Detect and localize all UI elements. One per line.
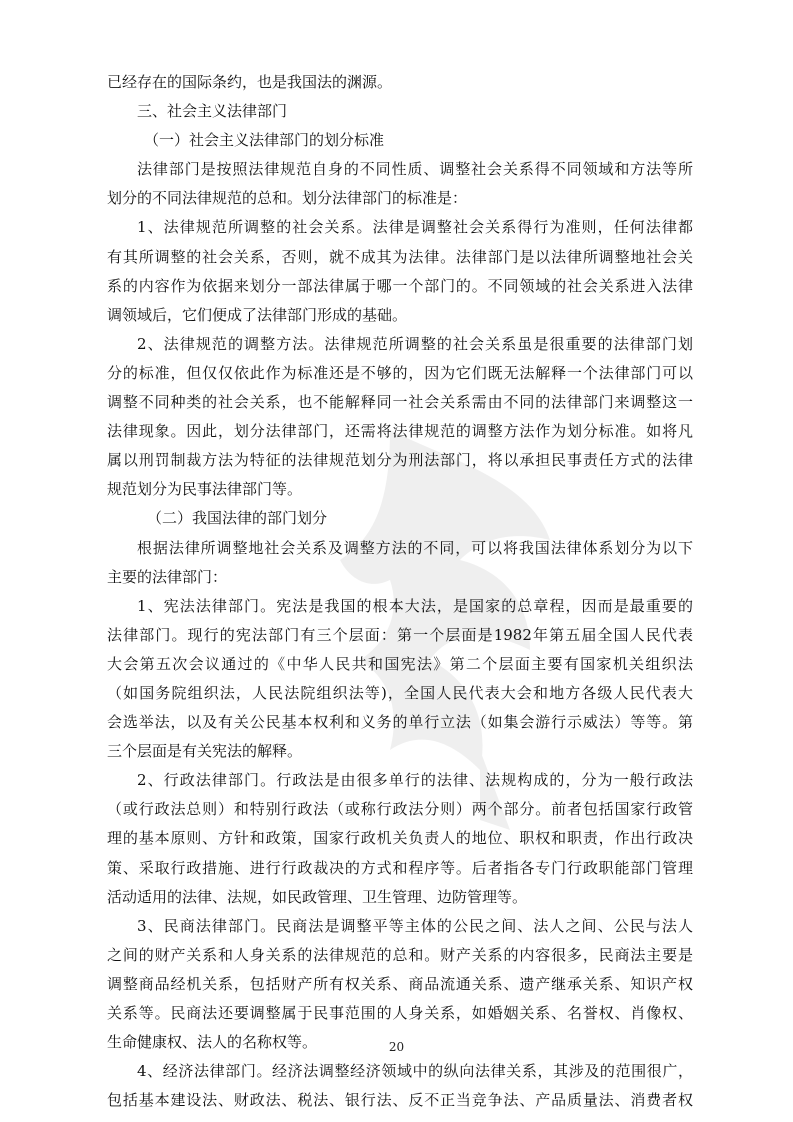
text-line: 策、采取行政措施、进行行政裁决的方式和程序等。后者指各专门行政职能部门管理 xyxy=(107,858,693,877)
page-number: 20 xyxy=(388,1040,405,1054)
text-line: 法律部门。现行的宪法部门有三个层面：第一个层面是1982年第五届全国人民代表 xyxy=(107,625,693,644)
text-line: 理的基本原则、方针和政策，国家行政机关负责人的地位、职权和职责，作出行政决 xyxy=(107,829,693,848)
text-line: 已经存在的国际条约，也是我国法的渊源。 xyxy=(107,73,393,91)
text-line: 分的标准，但仅仅依此作为标准还是不够的，因为它们既无法解释一个法律部门可以 xyxy=(107,363,693,382)
text-line: 三个层面是有关宪法的解释。 xyxy=(107,742,303,761)
text-line: （一）社会主义法律部门的划分标准 xyxy=(144,131,385,150)
text-line: 2、行政法律部门。行政法是由很多单行的法律、法规构成的，分为一般行政法 xyxy=(137,771,693,790)
text-line: 主要的法律部门： xyxy=(107,567,228,586)
text-line: 2、法律规范的调整方法。法律规范所调整的社会关系虽是很重要的法律部门划 xyxy=(137,334,693,353)
text-line: 属以刑罚制裁方法为特征的法律规范划分为刑法部门，将以承担民事责任方式的法律 xyxy=(107,451,693,470)
text-line: 4、经济法律部门。经济法调整经济领域中的纵向法律关系，其涉及的范围很广， xyxy=(137,1062,693,1081)
text-line: 调整不同种类的社会关系，也不能解释同一社会关系需由不同的法律部门来调整这一 xyxy=(107,393,693,412)
text-line: 3、民商法律部门。民商法是调整平等主体的公民之间、法人之间、公民与法人 xyxy=(137,916,693,935)
text-line: （二）我国法律的部门划分 xyxy=(147,509,328,528)
text-line: 关系等。民商法还要调整属于民事范围的人身关系，如婚姻关系、名誉权、肖像权、 xyxy=(107,1004,693,1022)
text-line: 会选举法，以及有关公民基本权利和义务的单行立法（如集会游行示威法）等等。第 xyxy=(107,713,693,732)
text-line: 调领域后，它们便成了法律部门形成的基础。 xyxy=(107,305,408,324)
text-line: 划分的不同法律规范的总和。划分法律部门的标准是： xyxy=(107,189,468,208)
text-line: 系的内容作为依据来划分一部法律属于哪一个部门的。不同领域的社会关系进入法律 xyxy=(107,276,693,295)
document-body xyxy=(107,68,693,1115)
text-line: 根据法律所调整地社会关系及调整方法的不同，可以将我国法律体系划分为以下 xyxy=(137,538,693,557)
text-line: 1、宪法法律部门。宪法是我国的根本大法，是国家的总章程，因而是最重要的 xyxy=(137,596,693,615)
text-line: （如国务院组织法，人民法院组织法等)，全国人民代表大会和地方各级人民代表大 xyxy=(107,683,693,702)
text-line: 规范划分为民事法律部门等。 xyxy=(107,480,303,499)
text-line: 1、法律规范所调整的社会关系。法律是调整社会关系得行为准则，任何法律都 xyxy=(137,218,693,237)
text-line: 法律部门是按照法律规范自身的不同性质、调整社会关系得不同领域和方法等所 xyxy=(137,160,693,179)
text-line: 活动适用的法律、法规，如民政管理、卫生管理、边防管理等。 xyxy=(107,887,528,906)
text-line: 调整商品经机关系，包括财产所有权关系、商品流通关系、遗产继承关系、知识产权 xyxy=(107,974,693,993)
text-line: 有其所调整的社会关系，否则，就不成其为法律。法律部门是以法律所调整地社会关 xyxy=(107,247,693,266)
text-line: 之间的财产关系和人身关系的法律规范的总和。财产关系的内容很多，民商法主要是 xyxy=(107,945,693,964)
text-line: 大会第五次会议通过的《中华人民共和国宪法》第二个层面主要有国家机关组织法 xyxy=(107,654,693,673)
text-line: 法律现象。因此，划分法律部门，还需将法律规范的调整方法作为划分标准。如将凡 xyxy=(107,422,693,441)
text-line: 生命健康权、法人的名称权等。 xyxy=(107,1033,318,1052)
text-line: 包括基本建设法、财政法、税法、银行法、反不正当竞争法、产品质量法、消费者权 xyxy=(107,1091,693,1110)
text-line: （或行政法总则）和特别行政法（或称行政法分则）两个部分。前者包括国家行政管 xyxy=(107,800,693,819)
text-line: 三、社会主义法律部门 xyxy=(137,102,288,121)
